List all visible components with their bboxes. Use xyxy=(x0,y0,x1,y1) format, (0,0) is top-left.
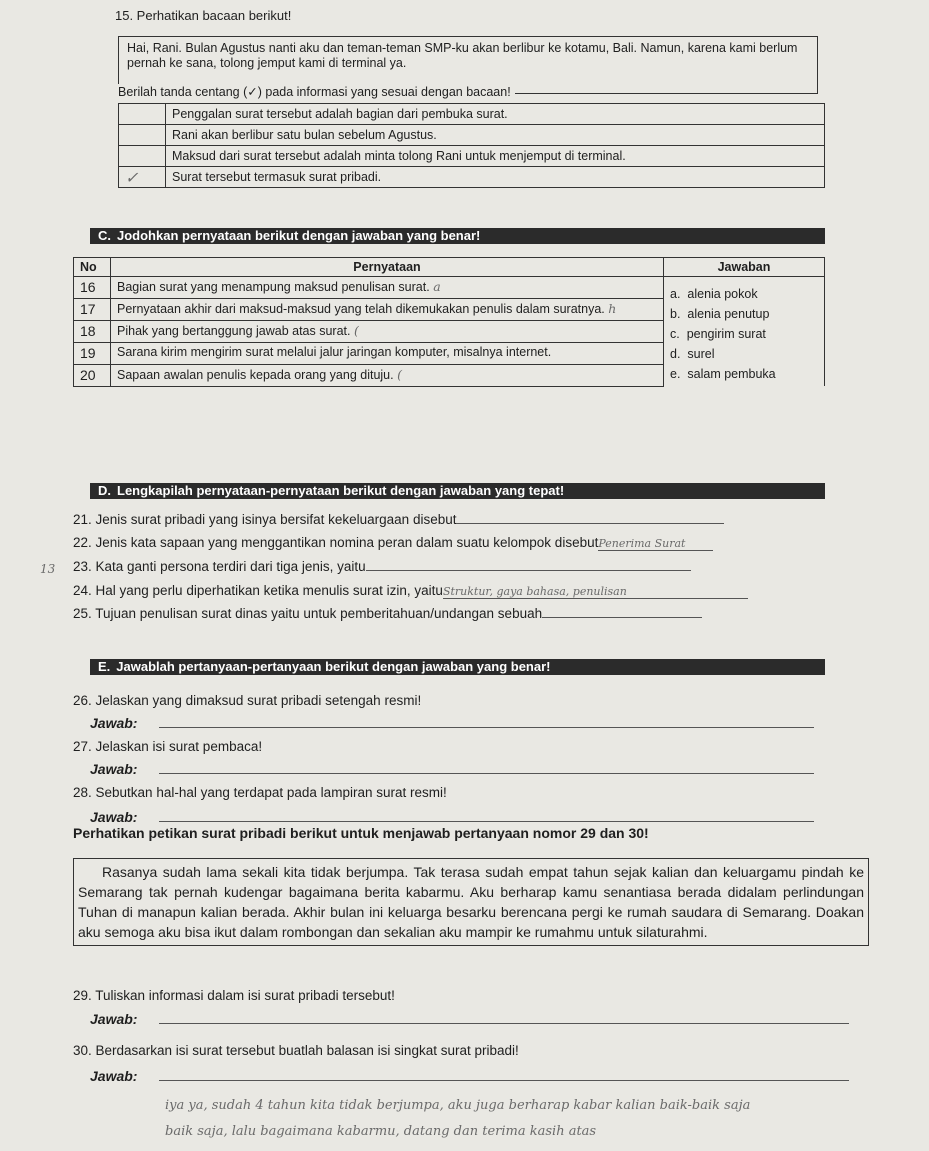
section-badge: D. xyxy=(98,483,111,498)
answer-option: salam pembuka xyxy=(687,367,776,381)
column-header-statement: Pernyataan xyxy=(111,258,664,277)
margin-note: 13 xyxy=(40,562,56,576)
table-row xyxy=(74,277,825,299)
essay-question: 29. Tuliskan informasi dalam isi surat pribadi tersebut! xyxy=(73,988,395,1003)
answer-blank[interactable]: Struktur, gaya bahasa, penulisan xyxy=(443,585,748,599)
checklist-statement: Maksud dari surat tersebut adalah minta tolong Rani untuk menjemput di terminal. xyxy=(166,146,825,167)
section-d-header xyxy=(90,483,825,499)
item-number: 16 xyxy=(74,277,111,299)
petikan-heading: Perhatikan petikan surat pribadi berikut untuk menjawab pertanyaan nomor 29 dan 30! xyxy=(73,825,649,841)
answer-blank[interactable] xyxy=(456,523,724,524)
check-cell[interactable] xyxy=(119,146,166,167)
answer-option: surel xyxy=(687,347,715,361)
item-number: 17 xyxy=(74,298,111,320)
table-row xyxy=(119,146,825,167)
answer-line[interactable] xyxy=(159,821,814,822)
checklist-table xyxy=(118,103,825,188)
table-row xyxy=(119,167,825,188)
answer-option: alenia pokok xyxy=(687,287,758,301)
question-15-instruction: Berilah tanda centang (✓) pada informasi yang sesuai dengan bacaan! xyxy=(118,84,515,99)
handwritten-mark: ( xyxy=(397,366,402,382)
section-title: Jodohkan pernyataan berikut dengan jawaban yang benar! xyxy=(117,228,481,243)
petikan-text: Rasanya sudah lama sekali kita tidak berjumpa. Tak terasa sudah empat tahun sejak kalian dan keluargamu pindah ke Semarang tak pernah kudengar bagaimana berita kabarmu. Aku berharap kamu senantiasa berada didalam perlindungan Tuhan di manapun kalian berada. Akhir bulan ini keluarga besarku berencana pergi ke rumah saudara di Semarang. Doakan aku semoga aku bisa ikut dalam rombongan dan sekalian aku mampir ke rumahmu untuk silaturahmi. xyxy=(78,864,864,940)
check-cell[interactable] xyxy=(119,125,166,146)
item-number: 20 xyxy=(74,364,111,386)
fill-item: 25. Tujuan penulisan surat dinas yaitu untuk pemberitahuan/undangan sebuah xyxy=(73,606,702,621)
matching-table xyxy=(73,257,825,387)
handwritten-answer-line-1: iya ya, sudah 4 tahun kita tidak berjumpa, aku juga berharap kabar kalian baik-baik saja xyxy=(165,1098,751,1113)
answer-blank[interactable] xyxy=(366,570,691,571)
jawab-label: Jawab: xyxy=(90,715,138,731)
handwritten-mark: ( xyxy=(353,322,359,338)
petikan-box xyxy=(73,858,869,946)
answer-blank[interactable]: Penerima Surat xyxy=(598,537,713,551)
answer-line[interactable] xyxy=(159,727,814,728)
checklist-statement: Surat tersebut termasuk surat pribadi. xyxy=(166,167,825,188)
handwritten-mark: a xyxy=(433,279,441,294)
jawab-row xyxy=(90,761,814,777)
letter-excerpt: Hai, Rani. Bulan Agustus nanti aku dan teman-teman SMP-ku akan berlibur ke kotamu, Bali. Namun, karena kami berlum pernah ke sana, tolong jemput kami di terminal ya. xyxy=(118,36,818,94)
item-statement: Sapaan awalan penulis kepada orang yang dituju. ( xyxy=(111,364,664,386)
handwritten-answer-line-2: baik saja, lalu bagaimana kabarmu, datang dan terima kasih atas xyxy=(165,1124,597,1139)
item-statement: Bagian surat yang menampung maksud penulisan surat. a xyxy=(111,277,664,299)
check-cell[interactable]: ✓ xyxy=(119,167,166,188)
jawab-row xyxy=(90,1011,849,1027)
jawab-label: Jawab: xyxy=(90,1011,138,1027)
answer-option: pengirim surat xyxy=(686,327,766,341)
jawab-row xyxy=(90,809,814,825)
fill-item: 22. Jenis kata sapaan yang menggantikan nomina peran dalam suatu kelompok disebutPenerima Surat xyxy=(73,535,713,551)
section-c-header xyxy=(90,228,825,244)
column-header-answer: Jawaban xyxy=(664,258,825,277)
item-statement: Pernyataan akhir dari maksud-maksud yang telah dikemukakan penulis dalam suratnya. h xyxy=(111,298,664,320)
fill-item: 23. Kata ganti persona terdiri dari tiga jenis, yaitu xyxy=(73,559,691,574)
answer-line[interactable] xyxy=(159,1023,849,1024)
answer-list: a. alenia pokok b. alenia penutup c. pengirim surat d. surel e. salam pembuka xyxy=(664,277,825,387)
answer-line[interactable] xyxy=(159,1080,849,1081)
answer-blank[interactable] xyxy=(542,617,702,618)
section-title: Jawablah pertanyaan-pertanyaan berikut dengan jawaban yang benar! xyxy=(116,659,551,674)
column-header-no: No xyxy=(74,258,111,277)
handwritten-mark: h xyxy=(608,300,617,316)
checklist-statement: Penggalan surat tersebut adalah bagian dari pembuka surat. xyxy=(166,104,825,125)
fill-item: 24. Hal yang perlu diperhatikan ketika menulis surat izin, yaituStruktur, gaya bahasa, penulisan xyxy=(73,583,748,599)
jawab-label: Jawab: xyxy=(90,809,138,825)
item-statement: Sarana kirim mengirim surat melalui jalur jaringan komputer, misalnya internet. xyxy=(111,342,664,364)
section-e-header xyxy=(90,659,825,675)
jawab-label: Jawab: xyxy=(90,1068,138,1084)
jawab-row xyxy=(90,715,814,731)
essay-question: 27. Jelaskan isi surat pembaca! xyxy=(73,739,263,754)
item-number: 18 xyxy=(74,320,111,342)
question-15-title: 15. Perhatikan bacaan berikut! xyxy=(115,8,292,23)
answer-option: alenia penutup xyxy=(687,307,770,321)
table-row xyxy=(119,125,825,146)
essay-question: 28. Sebutkan hal-hal yang terdapat pada lampiran surat resmi! xyxy=(73,785,447,800)
section-title: Lengkapilah pernyataan-pernyataan berikut dengan jawaban yang tepat! xyxy=(117,483,565,498)
essay-question: 26. Jelaskan yang dimaksud surat pribadi setengah resmi! xyxy=(73,693,422,708)
section-badge: E. xyxy=(98,659,111,674)
answer-line[interactable] xyxy=(159,773,814,774)
item-statement: Pihak yang bertanggung jawab atas surat. ( xyxy=(111,320,664,342)
check-cell[interactable] xyxy=(119,104,166,125)
table-row xyxy=(119,104,825,125)
item-number: 19 xyxy=(74,342,111,364)
essay-question: 30. Berdasarkan isi surat tersebut buatlah balasan isi singkat surat pribadi! xyxy=(73,1043,519,1058)
fill-item: 21. Jenis surat pribadi yang isinya bersifat kekeluargaan disebut xyxy=(73,512,724,527)
jawab-label: Jawab: xyxy=(90,761,138,777)
checklist-statement: Rani akan berlibur satu bulan sebelum Agustus. xyxy=(166,125,825,146)
section-badge: C. xyxy=(98,228,111,243)
jawab-row xyxy=(90,1068,849,1084)
